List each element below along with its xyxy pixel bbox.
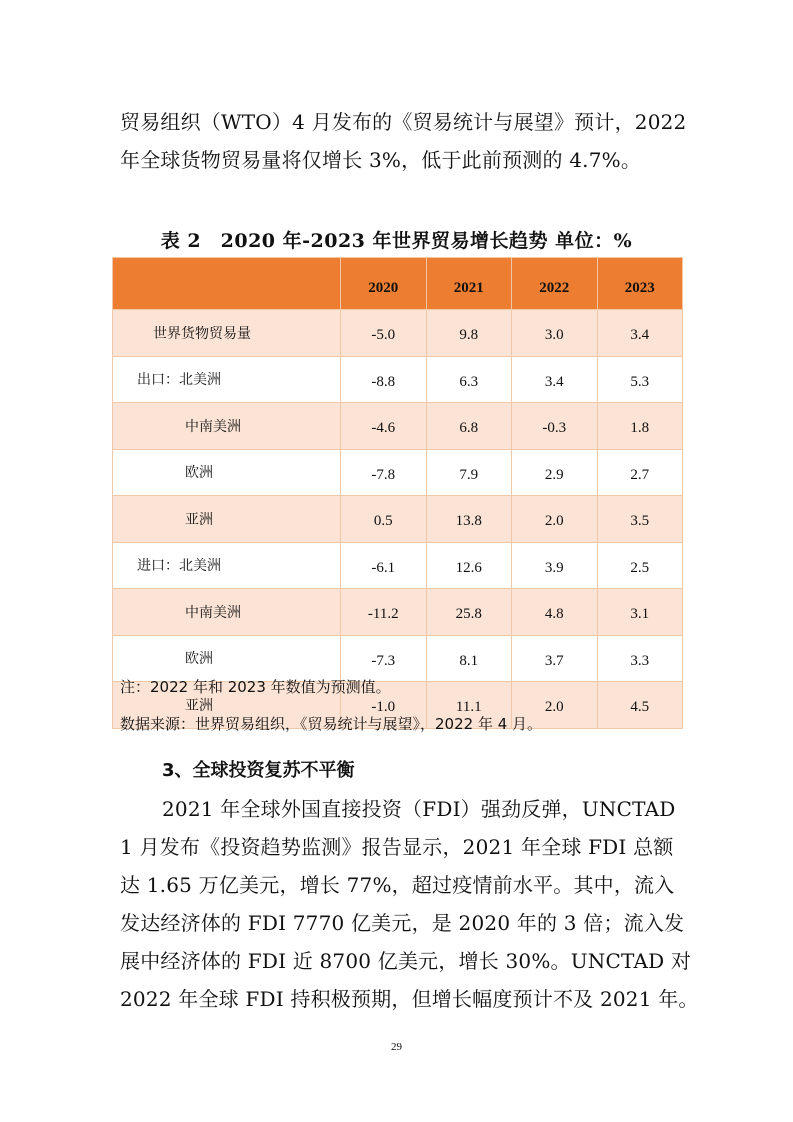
table-cell: 5.3 — [597, 356, 683, 403]
row-label: 亚洲 — [113, 496, 341, 543]
header-cell: 2023 — [597, 258, 683, 310]
table-cell: -11.2 — [341, 589, 427, 636]
text-line: 年全球货物贸易量将仅增长 3%，低于此前预测的 4.7%。 — [120, 148, 642, 172]
text-line: 2021 年全球外国直接投资（FDI）强劲反弹，UNCTAD — [162, 797, 676, 821]
table-cell: 4.5 — [597, 682, 683, 729]
table-cell: -8.8 — [341, 356, 427, 403]
row-label: 出口：北美洲 — [113, 356, 341, 403]
table-cell: 4.8 — [512, 589, 598, 636]
paragraph-trade-forecast — [120, 103, 687, 179]
table-cell: -0.3 — [512, 403, 598, 450]
text-line: 2022 年全球 FDI 持积极预期，但增长幅度预计不及 2021 年。 — [120, 987, 699, 1011]
table-note: 注：2022 年和 2023 年数值为预测值。 — [120, 678, 391, 696]
header-cell: 2020 — [341, 258, 427, 310]
table-cell: -7.8 — [341, 449, 427, 496]
table-row — [113, 542, 683, 589]
table-cell: 8.1 — [426, 635, 512, 682]
table-cell: 3.5 — [597, 496, 683, 543]
table-cell: -7.3 — [341, 635, 427, 682]
header-cell — [113, 258, 341, 310]
table-cell: 3.7 — [512, 635, 598, 682]
world-trade-table — [112, 257, 683, 729]
row-label: 欧洲 — [113, 635, 341, 682]
row-label: 中南美洲 — [113, 403, 341, 450]
row-label: 进口：北美洲 — [113, 542, 341, 589]
row-label: 中南美洲 — [113, 589, 341, 636]
table-row — [113, 449, 683, 496]
text-line: 发达经济体的 FDI 7770 亿美元，是 2020 年的 3 倍；流入发 — [120, 911, 685, 935]
table-cell: 25.8 — [426, 589, 512, 636]
table-header-row — [113, 258, 683, 310]
table-cell: 2.7 — [597, 449, 683, 496]
header-cell: 2021 — [426, 258, 512, 310]
text-line: 展中经济体的 FDI 近 8700 亿美元，增长 30%。UNCTAD 对 — [120, 949, 692, 973]
table-cell: -6.1 — [341, 542, 427, 589]
table-cell: 2.5 — [597, 542, 683, 589]
table-cell: 3.1 — [597, 589, 683, 636]
table-row — [113, 403, 683, 450]
table-cell: 1.8 — [597, 403, 683, 450]
table-cell: 0.5 — [341, 496, 427, 543]
row-label: 亚洲 — [113, 682, 341, 729]
table-caption: 表 2 2020 年-2023 年世界贸易增长趋势 单位：% — [160, 230, 633, 252]
table-cell: 6.3 — [426, 356, 512, 403]
table-cell: 2.9 — [512, 449, 598, 496]
table-cell: -4.6 — [341, 403, 427, 450]
table-row — [113, 496, 683, 543]
text-line: 达 1.65 万亿美元，增长 77%，超过疫情前水平。其中，流入 — [120, 873, 675, 897]
table-cell: -5.0 — [341, 310, 427, 357]
table-cell: 11.1 — [426, 682, 512, 729]
table-cell: 9.8 — [426, 310, 512, 357]
paragraph-fdi — [120, 790, 699, 1018]
table-row — [113, 635, 683, 682]
table-cell: 3.4 — [512, 356, 598, 403]
table-cell: -1.0 — [341, 682, 427, 729]
section-heading: 3、全球投资复苏不平衡 — [162, 760, 355, 781]
row-label: 世界货物贸易量 — [113, 310, 341, 357]
text-line: 1 月发布《投资趋势监测》报告显示，2021 年全球 FDI 总额 — [120, 835, 674, 859]
table-cell: 6.8 — [426, 403, 512, 450]
table-cell: 12.6 — [426, 542, 512, 589]
table-row — [113, 356, 683, 403]
data-source-note: 数据来源：世界贸易组织，《贸易统计与展望》，2022 年 4 月。 — [120, 715, 543, 733]
table-cell: 3.4 — [597, 310, 683, 357]
text-line: 贸易组织（WTO）4 月发布的《贸易统计与展望》预计，2022 — [120, 110, 687, 134]
table-cell: 3.0 — [512, 310, 598, 357]
table-cell: 7.9 — [426, 449, 512, 496]
table-row — [113, 310, 683, 357]
table-cell: 3.9 — [512, 542, 598, 589]
header-cell: 2022 — [512, 258, 598, 310]
table-cell: 2.0 — [512, 682, 598, 729]
table-row — [113, 589, 683, 636]
row-label: 欧洲 — [113, 449, 341, 496]
table-cell: 13.8 — [426, 496, 512, 543]
page-number: 29 — [391, 1041, 402, 1053]
table-cell: 3.3 — [597, 635, 683, 682]
table-cell: 2.0 — [512, 496, 598, 543]
